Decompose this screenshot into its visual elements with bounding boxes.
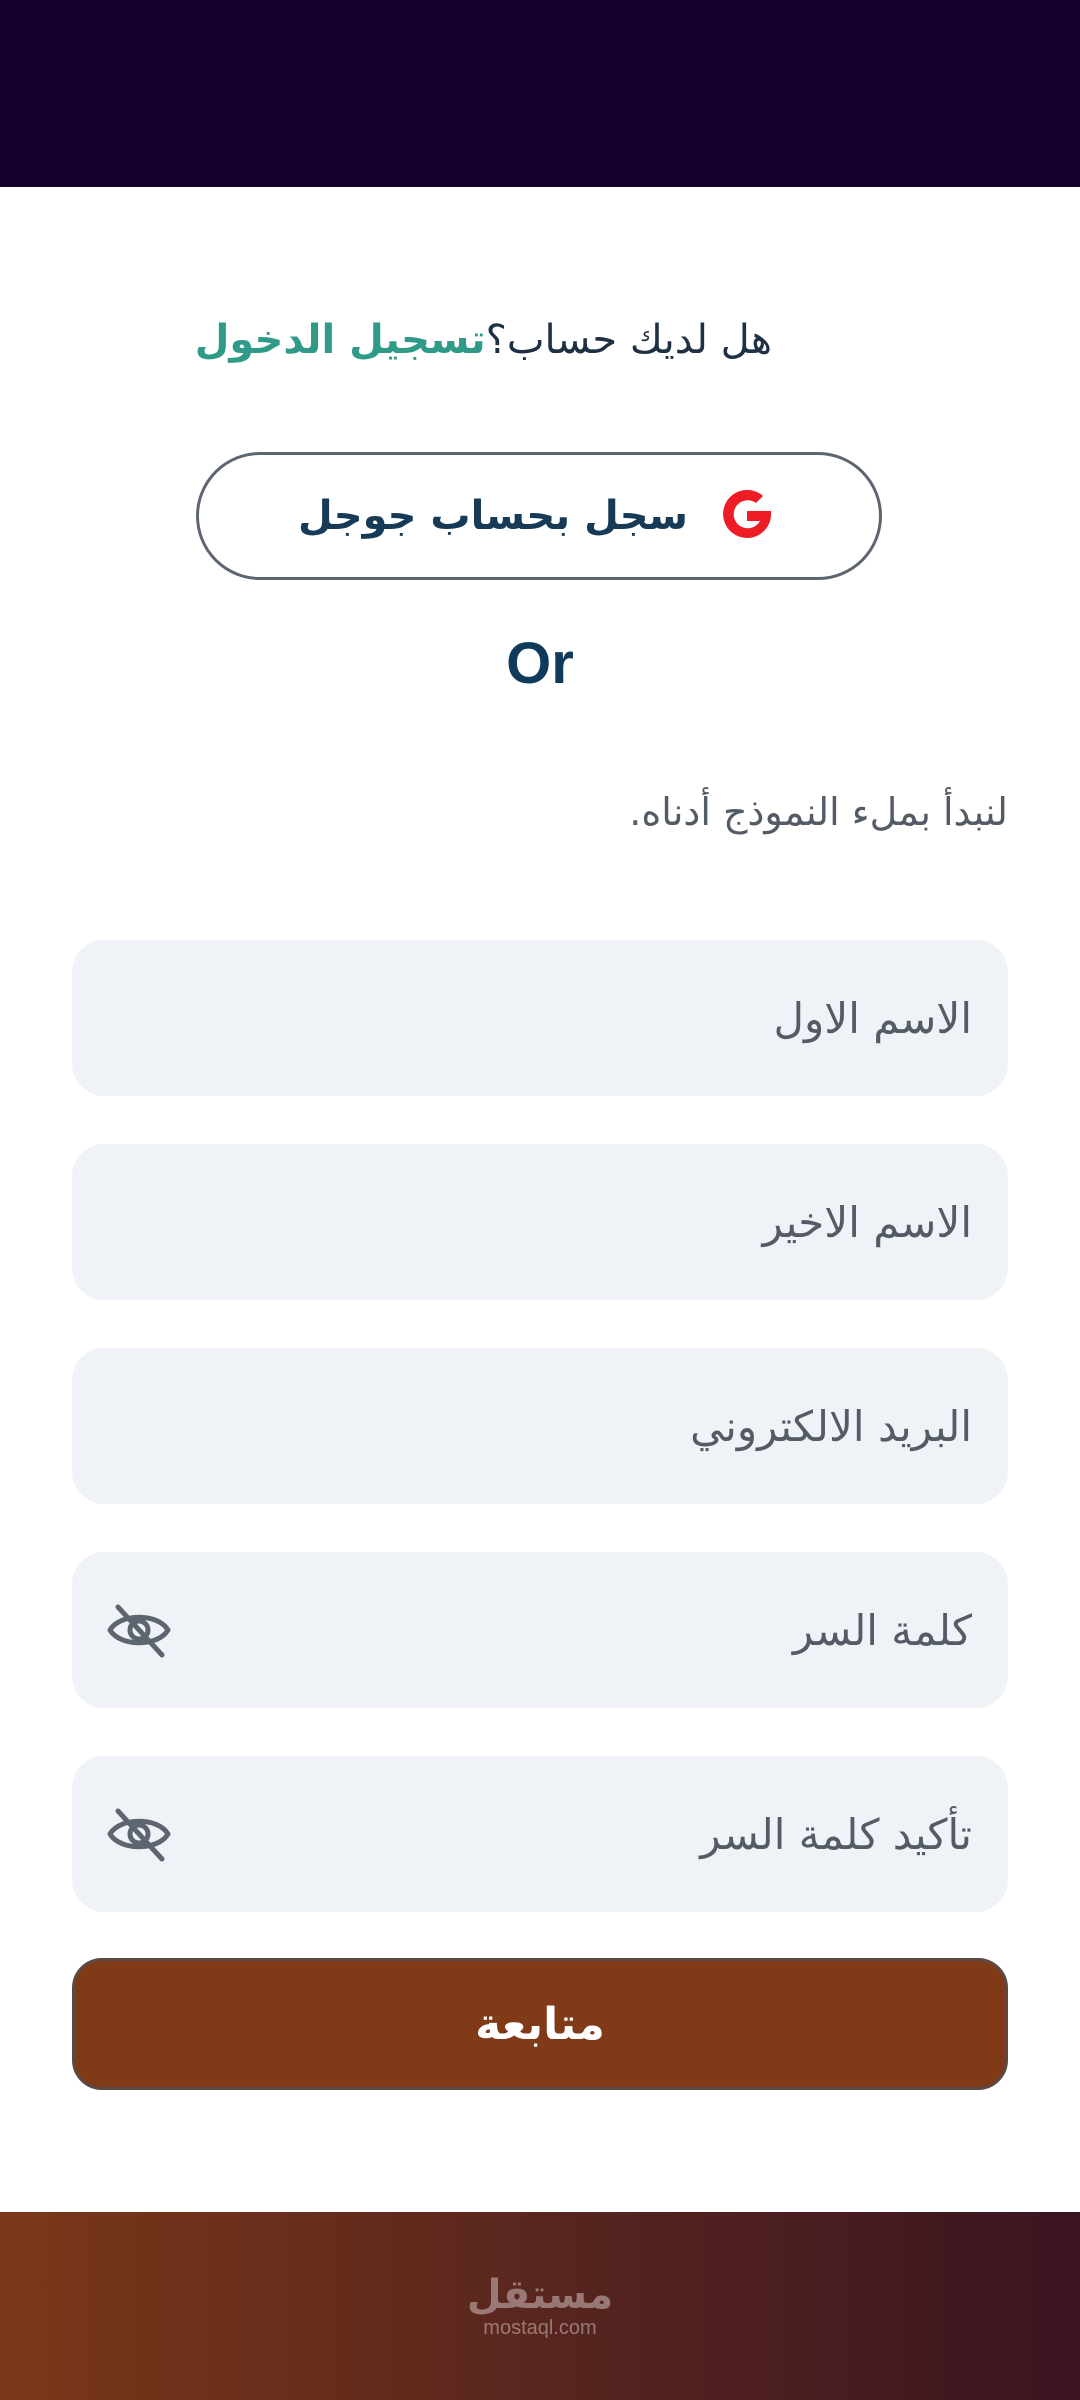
mostaql-watermark <box>467 2273 613 2339</box>
last-name-field[interactable] <box>72 1144 1008 1300</box>
confirm-password-placeholder: تأكيد كلمة السر <box>700 1809 972 1859</box>
or-divider: Or <box>506 631 574 696</box>
watermark-arabic: مستقل <box>466 2272 614 2318</box>
signin-prompt <box>72 305 772 375</box>
email-field[interactable] <box>72 1348 1008 1504</box>
password-field[interactable] <box>72 1552 1008 1708</box>
google-signup-button[interactable] <box>196 452 882 580</box>
last-name-placeholder: الاسم الاخير <box>762 1197 972 1247</box>
top-status-bar <box>0 0 1080 187</box>
eye-off-icon[interactable] <box>104 1595 174 1665</box>
footer-banner <box>0 2212 1080 2400</box>
eye-off-icon[interactable] <box>104 1799 174 1869</box>
continue-button[interactable]: متابعة <box>72 1958 1008 2090</box>
watermark-latin: mostaql.com <box>483 2317 597 2339</box>
first-name-placeholder: الاسم الاول <box>773 993 972 1043</box>
confirm-password-field[interactable] <box>72 1756 1008 1912</box>
google-g-icon <box>714 483 780 549</box>
email-placeholder: البريد الالكتروني <box>690 1401 972 1451</box>
signin-question: هل لديك حساب؟ <box>485 317 772 363</box>
password-placeholder: كلمة السر <box>792 1605 972 1655</box>
google-button-label: سجل بحساب جوجل <box>298 493 688 539</box>
form-intro-text: لنبدأ بملء النموذج أدناه. <box>629 790 1008 834</box>
login-link[interactable]: تسجيل الدخول <box>194 317 486 363</box>
first-name-field[interactable] <box>72 940 1008 1096</box>
